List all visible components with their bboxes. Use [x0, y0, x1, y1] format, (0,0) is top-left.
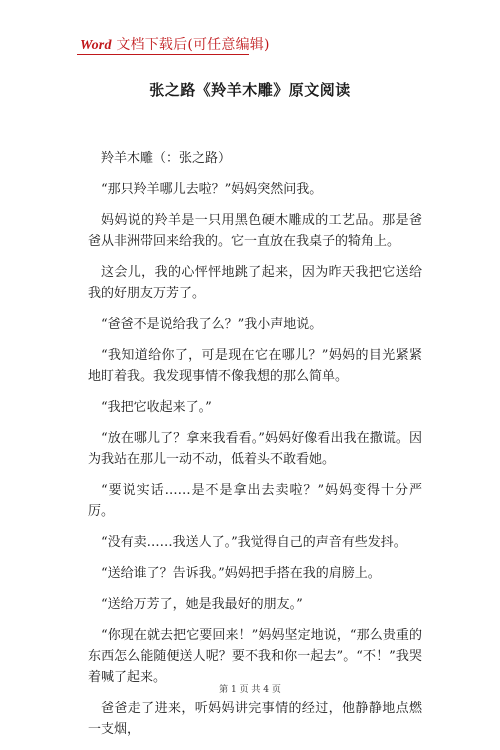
paragraph: “我把它收起来了。” — [101, 400, 212, 415]
header-link-text: 文档下载后(可任意编辑) — [111, 37, 270, 53]
document-body — [88, 148, 422, 750]
paragraph: “要说实话……是不是拿出去卖啦？”妈妈变得十分严厉。 — [88, 483, 422, 519]
paragraph: “放在哪儿了？拿来我看看。”妈妈好像看出我在撒谎。因为我站在那儿一动不动，低着头不敢看她。 — [88, 431, 422, 467]
paragraph: “没有卖……我送人了。”我觉得自己的声音有些发抖。 — [101, 535, 407, 550]
paragraph: “送给谁了？告诉我。”妈妈把手搭在我的肩膀上。 — [101, 566, 381, 581]
header-underline — [77, 54, 249, 55]
header-word: Word — [80, 38, 112, 53]
paragraph: 爸爸走了进来，听妈妈讲完事情的经过，他静静地点燃一支烟， — [88, 701, 422, 737]
page-number-footer: 第 1 页 共 4 页 — [219, 685, 281, 695]
document-title: 张之路《羚羊木雕》原文阅读 — [149, 81, 351, 99]
paragraph: 这会儿，我的心怦怦地跳了起来，因为昨天我把它送给我的好朋友万芳了。 — [88, 265, 422, 301]
paragraph: “我知道给你了，可是现在它在哪儿？”妈妈的目光紧紧地盯着我。我发现事情不像我想的那么简单。 — [88, 348, 422, 384]
paragraph: “爸爸不是说给我了么？”我小声地说。 — [101, 317, 323, 332]
paragraph: 羚羊木雕（：张之路） — [101, 151, 232, 166]
paragraph: “送给万芳了，她是我最好的朋友。” — [101, 597, 303, 612]
paragraph: “你现在就去把它要回来！”妈妈坚定地说，“那么贵重的东西怎么能随便送人呢？要不我和你一起去”。“不！”我哭着喊了起来。 — [88, 628, 422, 685]
download-header-link[interactable] — [80, 34, 270, 54]
paragraph: “那只羚羊哪儿去啦？”妈妈突然问我。 — [101, 182, 323, 197]
paragraph: 妈妈说的羚羊是一只用黑色硬木雕成的工艺品。那是爸爸从非洲带回来给我的。它一直放在我桌子的犄角上。 — [88, 213, 422, 249]
